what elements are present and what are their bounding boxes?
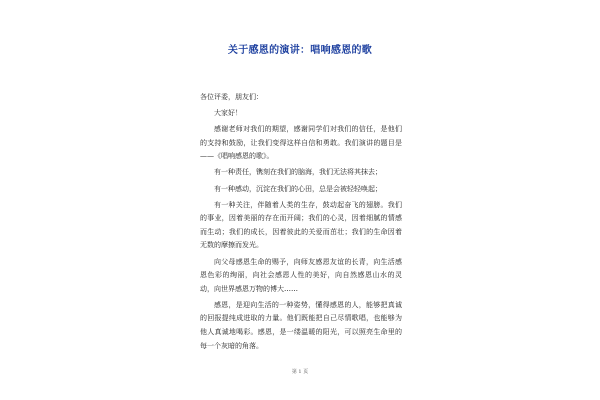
paragraph: 向父母感恩生命的赐予，向师友感恩友谊的长青，向生活感恩色彩的绚丽，向社会感恩人性的美好，向自然感恩山水的灵动，向世界感恩万物的博大……	[200, 257, 402, 293]
document-body	[200, 91, 402, 356]
paragraph: 感谢老师对我们的期望，感谢同学们对我们的信任，是他们的支持和鼓励，让我们变得这样自信和勇敢。我们演讲的题目是——《唱响感恩的歌》。	[200, 125, 402, 161]
paragraph: 有一种感动，沉淀在我们的心田，总是会被轻轻唤起；	[214, 184, 382, 193]
greeting: 大家好！	[214, 109, 242, 118]
paragraph: 有一种关注，伴随着人类的生存，鼓动起奋飞的翅膀。我们的事业，因着美丽的存在而开阔；我们的心灵，因着细腻的情感而生动；我们的成长，因着彼此的关爱而茁壮；我们的生命因着无数的摩擦而发光。	[200, 200, 402, 250]
salutation: 各位评委，朋友们：	[200, 93, 263, 101]
paragraph: 有一种责任，镌刻在我们的脑海，我们无法将其抹去；	[214, 168, 382, 177]
paragraph: 感恩，是迎向生活的一种姿势，懂得感恩的人，能够把真诚的回报提纯成进取的力量。他们既能把自己尽情歌唱，也能够为他人真诚地喝彩。感恩，是一缕温暖的阳光，可以照亮生命里的每一个灰暗的角落。	[200, 300, 402, 350]
page-number: 第 1 页	[291, 369, 309, 375]
document-title: 关于感恩的演讲：唱响感恩的歌	[227, 45, 373, 56]
